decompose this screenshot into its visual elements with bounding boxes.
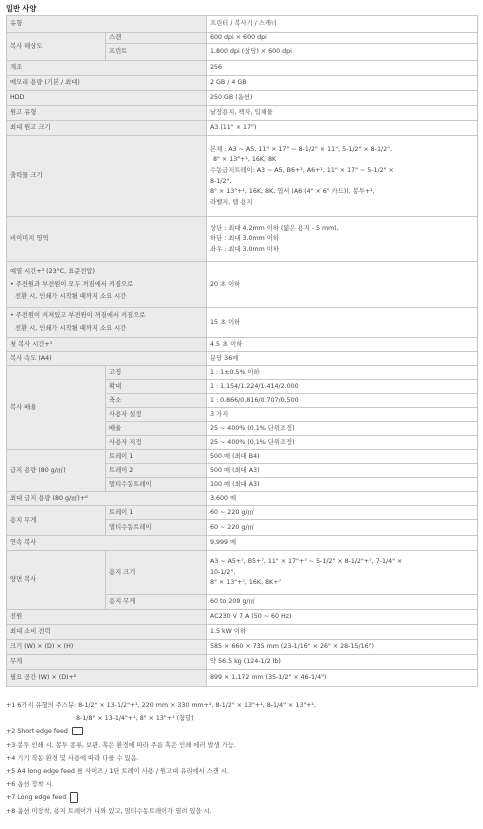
- row-value: 프린터 / 복사기 / 스캐너: [207, 16, 478, 33]
- footnote: +3 봉투 인쇄 시, 봉투 종류, 보관, 혹은 환경에 따라 주름 혹은 인쇄 에러 발생 가능.: [6, 742, 236, 749]
- row-label: 필요 공간 (W) × (D)+⁸: [7, 670, 207, 687]
- value-line: 8" × 13"+¹, 16K, 8K: [213, 156, 277, 164]
- footnote-text: +2 Short edge feed: [6, 728, 68, 735]
- table-row: [7, 352, 478, 366]
- row-value: A3 (11" × 17"): [207, 121, 478, 136]
- row-value: 3 가지: [207, 408, 478, 422]
- table-row: [7, 338, 478, 352]
- footnote: +4 기기 작동 환경 및 사용에 따라 다를 수 있음.: [6, 755, 139, 762]
- sub-label: 트레이 1: [106, 450, 207, 464]
- label-line: 전환 시, 인쇄가 시작될 때까지 소요 시간: [15, 293, 127, 301]
- table-row: [7, 136, 478, 217]
- footnote: [6, 791, 477, 805]
- value-line: 8" × 13"+¹, 16K, 8K, 엽서 (A6 (4" × 6" 카드)), 봉투+¹,: [210, 188, 375, 196]
- row-label: 연속 복사: [7, 536, 207, 551]
- row-label: HDD: [7, 91, 207, 106]
- row-value: 25 ~ 400% (0.1% 단위조정): [207, 436, 478, 450]
- row-label: 전원: [7, 610, 207, 625]
- sub-label: 사용자 지정: [106, 436, 207, 450]
- row-value: 60 ~ 220 g/㎡: [207, 506, 478, 520]
- table-row: [7, 551, 478, 595]
- row-value: 약 56.5 kg (124-1/2 lb): [207, 655, 478, 670]
- value-line: 상단 : 최대 4.2mm 이하 (얇은 용지 - 5 mm),: [210, 224, 339, 232]
- row-value: 분당 36매: [207, 352, 478, 366]
- row-label: [7, 308, 207, 338]
- table-row: [7, 16, 478, 33]
- table-row: [7, 91, 478, 106]
- table-row: [7, 76, 478, 91]
- row-value: 60 ~ 220 g/㎡: [207, 520, 478, 536]
- row-value: 낱장용지, 책자, 입체물: [207, 106, 478, 121]
- row-value: 250 GB (옵션): [207, 91, 478, 106]
- row-value: 1 : 1.154/1.224/1.414/2.000: [207, 380, 478, 394]
- table-row: [7, 217, 478, 262]
- value-line: 8-1/2",: [210, 177, 232, 185]
- row-value: 4.5 초 이하: [207, 338, 478, 352]
- value-line: 8" × 13"+⁷, 16K, 8K+⁷: [210, 579, 281, 587]
- row-label: 무게: [7, 655, 207, 670]
- row-label: 양면 복사: [7, 551, 106, 610]
- row-value: [207, 136, 478, 217]
- row-value: 25 ~ 400% (0.1% 단위조정): [207, 422, 478, 436]
- row-label: 최대 원고 크기: [7, 121, 207, 136]
- table-row: [7, 366, 478, 380]
- row-label: 출력물 크기: [7, 136, 207, 217]
- value-line: 수동급지트레이: A3 ~ A5, B6+¹, A6+¹, 11" × 17" ~ 5-1/2" ×: [210, 166, 394, 174]
- footnote: +6 옵션 장착 시.: [6, 781, 54, 788]
- value-line: 10-1/2",: [210, 568, 236, 576]
- row-label: 유형: [7, 16, 207, 33]
- sub-label: 배율: [106, 422, 207, 436]
- table-row: [7, 506, 478, 520]
- table-row: [7, 33, 478, 44]
- value-line: 본체 : A3 ~ A5, 11" × 17" ~ 8-1/2" × 11", 5-1/2" × 8-1/2",: [210, 145, 392, 153]
- row-label: 복사 해상도: [7, 33, 106, 61]
- row-label: 최대 소비 전력: [7, 625, 207, 640]
- footnote: 8-1/8" × 13-1/4"+¹, 8" × 13"+¹ (첨달): [76, 715, 194, 722]
- footnote: [6, 725, 477, 739]
- value-line: 하단 : 최대 3.0mm 이하: [210, 235, 279, 243]
- row-value: 2 GB / 4 GB: [207, 76, 478, 91]
- table-row: [7, 492, 478, 506]
- label-line: 예열 시간+³ (23°C, 표준전압): [10, 268, 95, 276]
- row-label: 첫 복사 시간+⁵: [7, 338, 207, 352]
- row-label: [7, 262, 207, 308]
- value-line: 좌우 : 최대 3.0mm 이하: [210, 245, 279, 253]
- label-line: • 주전원과 부전원이 모두 꺼짐에서 켜짐으로: [10, 280, 134, 288]
- row-label: 급지 용량 (80 g/㎡): [7, 450, 106, 492]
- label-line: • 주전원이 켜져있고 부전원이 꺼짐에서 켜짐으로: [10, 312, 146, 320]
- sub-label: 트레이 1: [106, 506, 207, 520]
- table-row: [7, 262, 478, 308]
- sub-label: 멀티수동트레이: [106, 478, 207, 492]
- row-label: 복사 속도 (A4): [7, 352, 207, 366]
- table-row: [7, 610, 478, 625]
- row-value: [207, 551, 478, 595]
- value-line: A3 ~ A5+⁷, B5+⁷, 11" × 17"+⁷ ~ 5-1/2" × 8-1/2"+⁷, 7-1/4" ×: [210, 558, 403, 566]
- row-value: 500 매 (최대 A3): [207, 464, 478, 478]
- row-value: 899 × 1,172 mm (35-1/2" × 46-1/4"): [207, 670, 478, 687]
- table-row: [7, 61, 478, 76]
- sub-label: 확대: [106, 380, 207, 394]
- row-value: 1,800 dpi (상당) × 600 dpi: [207, 44, 478, 61]
- landscape-paper-icon: [72, 727, 83, 735]
- table-row: [7, 625, 478, 640]
- table-row: [7, 106, 478, 121]
- sub-label: 용지 무게: [106, 595, 207, 610]
- row-label: 메모리 용량 (기본 / 최대): [7, 76, 207, 91]
- table-row: [7, 655, 478, 670]
- table-row: [7, 670, 478, 687]
- sub-label: 사용자 설정: [106, 408, 207, 422]
- row-value: 9,999 매: [207, 536, 478, 551]
- row-value: 600 dpi × 600 dpi: [207, 33, 478, 44]
- sub-label: 고정: [106, 366, 207, 380]
- row-value: 1 : 1±0.5% 이하: [207, 366, 478, 380]
- row-label: 복사 배율: [7, 366, 106, 450]
- footnote-text: +7 Long edge feed: [6, 794, 67, 801]
- sub-label: 스캔: [106, 33, 207, 44]
- row-value: 100 매 (최대 A3): [207, 478, 478, 492]
- row-value: 20 초 이하: [207, 262, 478, 308]
- sub-label: 프린트: [106, 44, 207, 61]
- row-value: 60 to 209 g/㎡: [207, 595, 478, 610]
- row-value: 256: [207, 61, 478, 76]
- table-row: [7, 308, 478, 338]
- table-row: [7, 121, 478, 136]
- row-label: 최대 급지 용량 (80 g/㎡)+⁶: [7, 492, 207, 506]
- sub-label: 용지 크기: [106, 551, 207, 595]
- row-label: 용지 무게: [7, 506, 106, 536]
- label-line: 전환 시, 인쇄가 시작될 때까지 소요 시간: [15, 325, 127, 332]
- row-label: 비이미지 영역: [7, 217, 207, 262]
- spec-table: [6, 15, 478, 687]
- sub-label: 트레이 2: [106, 464, 207, 478]
- row-value: 1 : 0.866/0.816/0.707/0.500: [207, 394, 478, 408]
- footnotes: [6, 699, 477, 818]
- table-row: [7, 450, 478, 464]
- sub-label: 멀티수동트레이: [106, 520, 207, 536]
- row-label: 원고 유형: [7, 106, 207, 121]
- row-value: AC230 V 7 A (50 ~ 60 Hz): [207, 610, 478, 625]
- portrait-paper-icon: [70, 792, 78, 803]
- row-value: 3,600 매: [207, 492, 478, 506]
- table-row: [7, 640, 478, 655]
- table-row: [7, 536, 478, 551]
- sub-label: 축소: [106, 394, 207, 408]
- footnote: +8 옵션 미장착, 용지 트레이가 나와 있고, 멀티수동트레이가 열려 있을 시.: [6, 808, 212, 815]
- footnote: +5 A4 long edge feed 를 사이즈 / 1단 트레이 사용 / 원고대 유리에서 스캔 시.: [6, 768, 229, 775]
- page-title: 일반 사양: [6, 4, 37, 13]
- row-value: 500 매 (최대 B4): [207, 450, 478, 464]
- footnote: +1 6가지 유형의 주스뮤: 8-1/2" × 13-1/2"+¹, 220 mm × 330 mm+¹, 8-1/2" × 13"+¹, 8-1/4" × 13"+¹,: [6, 702, 317, 709]
- row-value: 15 초 이하: [207, 308, 478, 338]
- row-value: [207, 217, 478, 262]
- row-value: 585 × 660 × 735 mm (23-1/16" × 26" × 28-15/16"): [207, 640, 478, 655]
- value-line: 라벨지, 탭 용지: [210, 198, 253, 206]
- row-value: 1.5 kW 이하: [207, 625, 478, 640]
- row-label: 계조: [7, 61, 207, 76]
- row-label: 크기 (W) × (D) × (H): [7, 640, 207, 655]
